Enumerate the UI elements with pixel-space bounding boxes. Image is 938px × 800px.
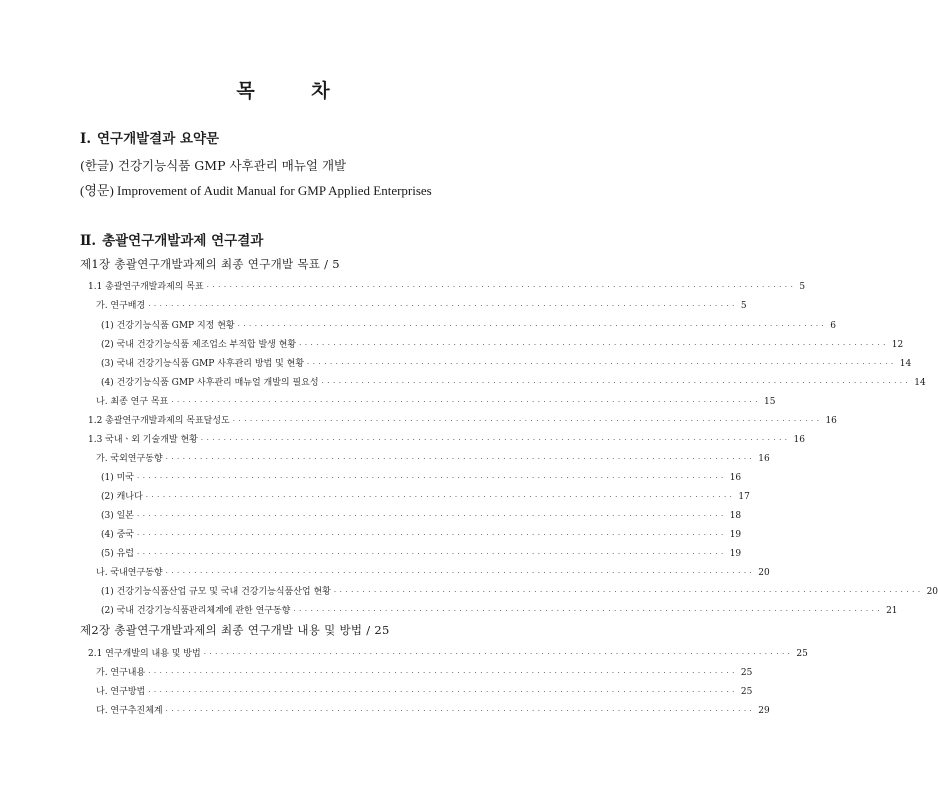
chapter-2-heading: 제2장 총괄연구개발과제의 최종 연구개발 내용 및 방법 / 25: [80, 623, 390, 637]
section-2-heading: [80, 229, 263, 249]
section-1-heading: [80, 127, 219, 147]
toc-entry-page: 15: [764, 397, 776, 407]
toc-entry[interactable]: [96, 665, 753, 678]
toc-entry-page: 20: [758, 568, 770, 578]
toc-entry-label: (2) 캐나다: [101, 492, 143, 502]
toc-entry-label: 1.1 총괄연구개발과제의 목표: [88, 282, 204, 292]
toc-entry[interactable]: [88, 413, 837, 426]
toc-entry-label: 가. 연구배경: [96, 301, 146, 311]
toc-entry-page: 14: [914, 378, 926, 388]
toc-entry[interactable]: [101, 546, 742, 559]
toc-entry-page: 16: [729, 473, 742, 483]
toc-entry-page: 21: [886, 606, 898, 616]
toc-entry-label: 나. 연구방법: [96, 687, 146, 697]
leader-dots: ·······································································································: [203, 650, 794, 658]
toc-entry[interactable]: [101, 527, 742, 540]
toc-entry-page: 18: [729, 511, 742, 521]
leader-dots: ·······································································································: [145, 493, 736, 501]
toc-entry-page: 6: [830, 321, 837, 331]
toc-entry[interactable]: [101, 375, 926, 388]
toc-entry-page: 16: [793, 435, 805, 445]
toc-entry-label: 1.2 총괄연구개발과제의 목표달성도: [88, 416, 230, 426]
toc-entry[interactable]: [101, 508, 742, 521]
toc-entry[interactable]: [96, 565, 770, 578]
toc-entry-label: (3) 국내 건강기능식품 GMP 사후관리 방법 및 현황: [101, 359, 305, 369]
toc-entry[interactable]: [96, 451, 770, 464]
toc-entry-page: 12: [891, 340, 904, 350]
toc-entry[interactable]: [88, 279, 806, 292]
toc-entry-label: (1) 건강기능식품산업 규모 및 국내 건강기능식품산업 현황: [101, 587, 331, 597]
leader-dots: ·······································································································: [206, 283, 797, 291]
leader-dots: ·······································································································: [237, 322, 828, 330]
leader-dots: ·······································································································: [137, 550, 727, 558]
leader-dots: ·······································································································: [333, 588, 924, 596]
toc-entry-label: 다. 연구추진체계: [96, 706, 163, 716]
korean-title-line: (한글) 건강기능식품 GMP 사후관리 매뉴얼 개발: [80, 158, 347, 173]
toc-entry[interactable]: [96, 394, 776, 407]
section-1-title: 연구개발결과 요약문: [97, 131, 220, 147]
toc-entry[interactable]: [101, 489, 750, 502]
toc-entry[interactable]: [88, 432, 805, 445]
toc-entry[interactable]: [101, 470, 742, 483]
toc-entry[interactable]: [101, 337, 904, 350]
toc-entry[interactable]: [101, 356, 912, 369]
leader-dots: ·······································································································: [307, 360, 897, 368]
toc-entry-page: 20: [926, 587, 938, 597]
leader-dots: ·······································································································: [293, 607, 884, 615]
toc-entry-label: (1) 미국: [101, 473, 134, 483]
toc-entry-page: 25: [740, 668, 753, 678]
leader-dots: ·······································································································: [165, 455, 756, 463]
toc-entry-page: 19: [729, 530, 742, 540]
toc-entry-page: 14: [899, 359, 912, 369]
toc-entry[interactable]: [101, 584, 938, 597]
leader-dots: ·······································································································: [165, 569, 756, 577]
toc-entry[interactable]: [101, 318, 837, 331]
toc-entry-label: (2) 국내 건강기능식품 제조업소 부적합 발생 현황: [101, 340, 297, 350]
leader-dots: ·······································································································: [232, 417, 823, 425]
page-title: 목 차: [236, 80, 330, 102]
chapter-1-heading: 제1장 총괄연구개발과제의 최종 연구개발 목표 / 5: [80, 257, 340, 271]
leader-dots: ·······································································································: [299, 341, 889, 349]
leader-dots: ·······································································································: [137, 531, 727, 539]
toc-entry[interactable]: [101, 603, 898, 616]
leader-dots: ·······································································································: [148, 688, 738, 696]
toc-entry-label: 나. 최종 연구 목표: [96, 397, 169, 407]
toc-entry-label: (2) 국내 건강기능식품관리체계에 관한 연구동향: [101, 606, 291, 616]
toc-entry-label: (4) 중국: [101, 530, 134, 540]
toc-entry-label: 가. 연구내용: [96, 668, 146, 678]
leader-dots: ·······································································································: [137, 474, 727, 482]
section-2-title: 총괄연구개발과제 연구결과: [102, 233, 264, 249]
leader-dots: ·······································································································: [200, 436, 791, 444]
leader-dots: ·······································································································: [165, 707, 756, 715]
toc-entry-page: 16: [758, 454, 770, 464]
toc-entry[interactable]: [88, 646, 808, 659]
section-2-number: Ⅱ.: [80, 233, 97, 249]
toc-entry[interactable]: [96, 703, 770, 716]
section-1-number: Ⅰ.: [80, 131, 92, 147]
toc-entry-label: 1.3 국내ㆍ외 기술개발 현황: [88, 435, 198, 445]
toc-entry[interactable]: [96, 298, 747, 311]
toc-entry-label: 가. 국외연구동향: [96, 454, 163, 464]
toc-entry-label: 나. 국내연구동향: [96, 568, 163, 578]
toc-entry-page: 25: [796, 649, 808, 659]
toc-entry-page: 16: [825, 416, 837, 426]
leader-dots: ·······································································································: [148, 302, 738, 310]
leader-dots: ·······································································································: [321, 379, 912, 387]
toc-entry-label: 2.1 연구개발의 내용 및 방법: [88, 649, 201, 659]
toc-entry[interactable]: [96, 684, 753, 697]
toc-entry-label: (1) 건강기능식품 GMP 지정 현황: [101, 321, 235, 331]
leader-dots: ·······································································································: [171, 398, 761, 406]
leader-dots: ·······································································································: [137, 512, 727, 520]
toc-entry-page: 5: [740, 301, 747, 311]
toc-entry-page: 5: [799, 282, 806, 292]
toc-entry-page: 17: [738, 492, 750, 502]
toc-entry-page: 25: [740, 687, 753, 697]
toc-entry-label: (5) 유럽: [101, 549, 134, 559]
leader-dots: ·······································································································: [148, 669, 738, 677]
toc-entry-page: 19: [729, 549, 742, 559]
toc-entry-label: (4) 건강기능식품 GMP 사후관리 매뉴얼 개발의 필요성: [101, 378, 319, 388]
english-title-line: (영문) Improvement of Audit Manual for GMP Applied Enterprises: [80, 183, 432, 198]
toc-entry-label: (3) 일본: [101, 511, 134, 521]
toc-entry-page: 29: [758, 706, 770, 716]
